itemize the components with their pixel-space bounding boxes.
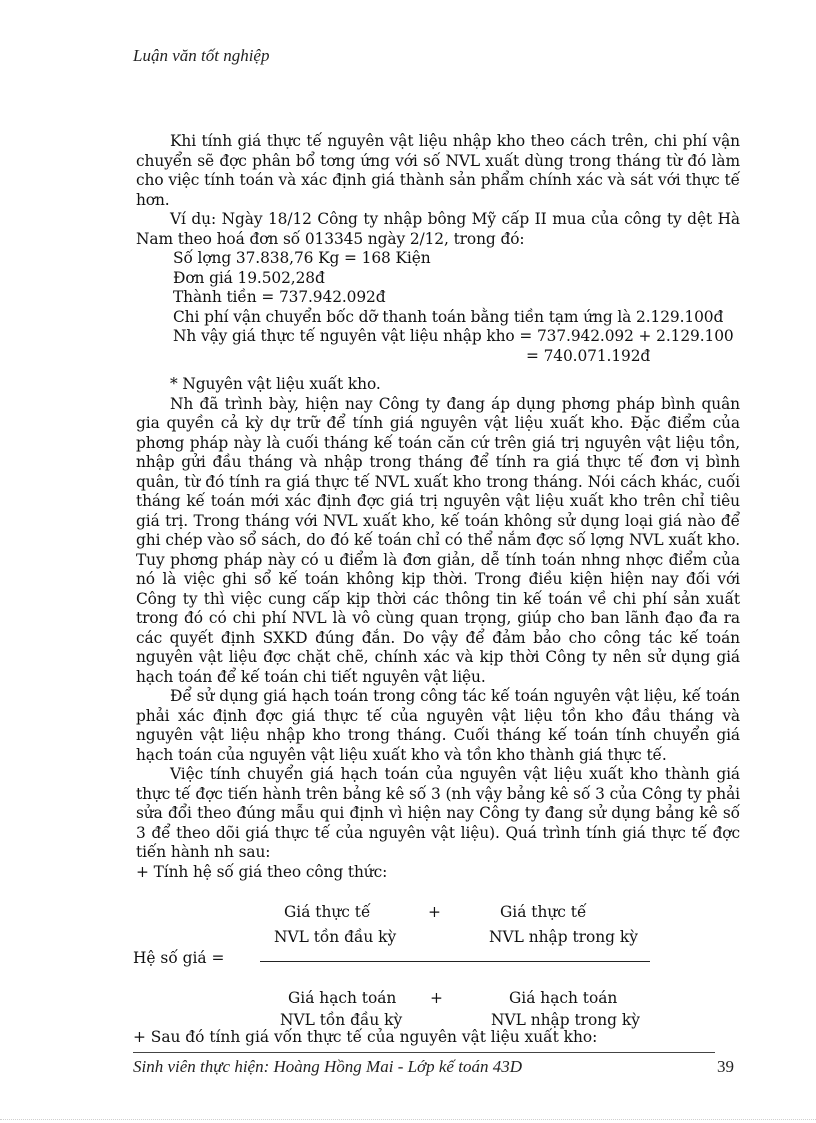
footer-student-info: Sinh viên thực hiện: Hoàng Hồng Mai - Lớp kế toán 43D xyxy=(133,1057,522,1076)
denominator-right-line2: NVL nhập trong kỳ xyxy=(491,1011,640,1029)
fraction-bar xyxy=(260,961,650,962)
section-heading-export: * Nguyên vật liệu xuất kho. xyxy=(170,375,381,393)
paragraph-shipping-cost: Khi tính giá thực tế nguyên vật liệu nhập kho theo cách trên, chi phí vận chuyển sẽ đợc phân bổ tơng ứng với số NVL xuất dùng trong tháng từ đó làm cho việc tính toán và xác định giá thành sản phẩm chính xác và sát với thực tế hơn. xyxy=(136,132,740,209)
example-total-line: Thành tiền = 737.942.092đ xyxy=(173,288,386,306)
page-number: 39 xyxy=(717,1057,734,1076)
paragraph-accounting-price: Để sử dụng giá hạch toán trong công tác kế toán nguyên vật liệu, kế toán phải xác định đợc giá thực tế của nguyên vật liệu tồn kho đầu tháng và nguyên vật liệu nhập kho trong tháng. Cuối tháng kế toán tính chuyển giá hạch toán của nguyên vật liệu xuất kho và tồn kho thành giá thực tế. xyxy=(136,687,740,764)
example-unit-price-line: Đơn giá 19.502,28đ xyxy=(173,268,325,287)
numerator-left-line1: Giá thực tế xyxy=(284,903,371,921)
paragraph-example: Ví dụ: Ngày 18/12 Công ty nhập bông Mỹ cấp II mua của công ty dệt Hà Nam theo hoá đơn số 013345 ngày 2/12, trong đó: xyxy=(136,210,740,248)
formula-lhs-label: Hệ số giá = xyxy=(133,949,225,967)
footer-divider xyxy=(133,1052,715,1053)
denominator-left-line1: Giá hạch toán xyxy=(288,989,397,1007)
example-actual-price-line: Nh vậy giá thực tế nguyên vật liệu nhập kho = 737.942.092 + 2.129.100 xyxy=(173,327,734,345)
numerator-left-line2: NVL tồn đầu kỳ xyxy=(274,928,397,946)
numerator-plus: + xyxy=(428,903,441,921)
body-text xyxy=(136,132,740,882)
paragraph-weighted-average: Nh đã trình bày, hiện nay Công ty đang áp dụng phơng pháp bình quân gia quyền cả kỳ dự trữ để tính giá nguyên vật liệu xuất kho. Đặc điểm của phơng pháp này là cuối tháng kế toán căn cứ trên giá trị nguyên vật liệu tồn, nhập gửi đầu tháng và nhập trong tháng để tính ra giá thực tế đơn vị bình quân, từ đó tính ra giá thực tế NVL xuất kho trong tháng. Nói cách khác, cuối tháng kế toán mới xác định đợc giá trị nguyên vật liệu xuất kho trên chỉ tiêu giá trị. Trong tháng với NVL xuất kho, kế toán không sử dụng loại giá nào để ghi chép vào sổ sách, do đó kế toán chỉ có thể nắm đợc số lợng NVL xuất kho. Tuy phơng pháp này có u điểm là đơn giản, dễ tính toán nhng nhợc điểm của nó là việc ghi sổ kế toán không kịp thời. Trong điều kiện hiện nay đối với Công ty thì việc cung cấp kịp thời các thông tin kế toán về chi phí sản xuất trong đó có chi phí NVL là vô cùng quan trọng, giúp cho ban lãnh đạo đa ra các quyết định SXKD đúng đắn. Do vậy để đảm bảo cho công tác kế toán nguyên vật liệu đợc chặt chẽ, chính xác và kịp thời Công ty nên sử dụng giá hạch toán để kế toán chi tiết nguyên vật liệu. xyxy=(136,394,740,686)
example-result-line: = 740.071.192đ xyxy=(526,346,651,365)
page-header-title: Luận văn tốt nghiệp xyxy=(133,46,270,65)
numerator-right-line2: NVL nhập trong kỳ xyxy=(489,928,638,946)
page-bottom-dotted-edge xyxy=(0,1119,816,1120)
denominator-left-line2: NVL tồn đầu kỳ xyxy=(280,1011,403,1029)
price-coefficient-formula xyxy=(133,903,713,1033)
denominator-right-line1: Giá hạch toán xyxy=(509,989,618,1007)
formula-intro-line: + Tính hệ số giá theo công thức: xyxy=(136,862,388,881)
numerator-right-line1: Giá thực tế xyxy=(500,903,587,921)
paragraph-conversion: Việc tính chuyển giá hạch toán của nguyên vật liệu xuất kho thành giá thực tế đợc tiến hành trên bảng kê số 3 (nh vậy bảng kê số 3 của Công ty phải sửa đổi theo đúng mẫu qui định vì hiện nay Công ty đang sử dụng bảng kê số 3 để theo dõi giá thực tế của nguyên vật liệu). Quá trình tính giá thực tế đợc tiến hành nh sau: xyxy=(136,765,740,861)
example-shipping-line: Chi phí vận chuyển bốc dỡ thanh toán bằng tiền tạm ứng là 2.129.100đ xyxy=(173,307,724,326)
example-quantity-line: Số lợng 37.838,76 Kg = 168 Kiện xyxy=(173,249,431,267)
cost-price-intro-line: + Sau đó tính giá vốn thực tế của nguyên vật liệu xuất kho: xyxy=(133,1028,598,1046)
denominator-plus: + xyxy=(430,989,443,1007)
